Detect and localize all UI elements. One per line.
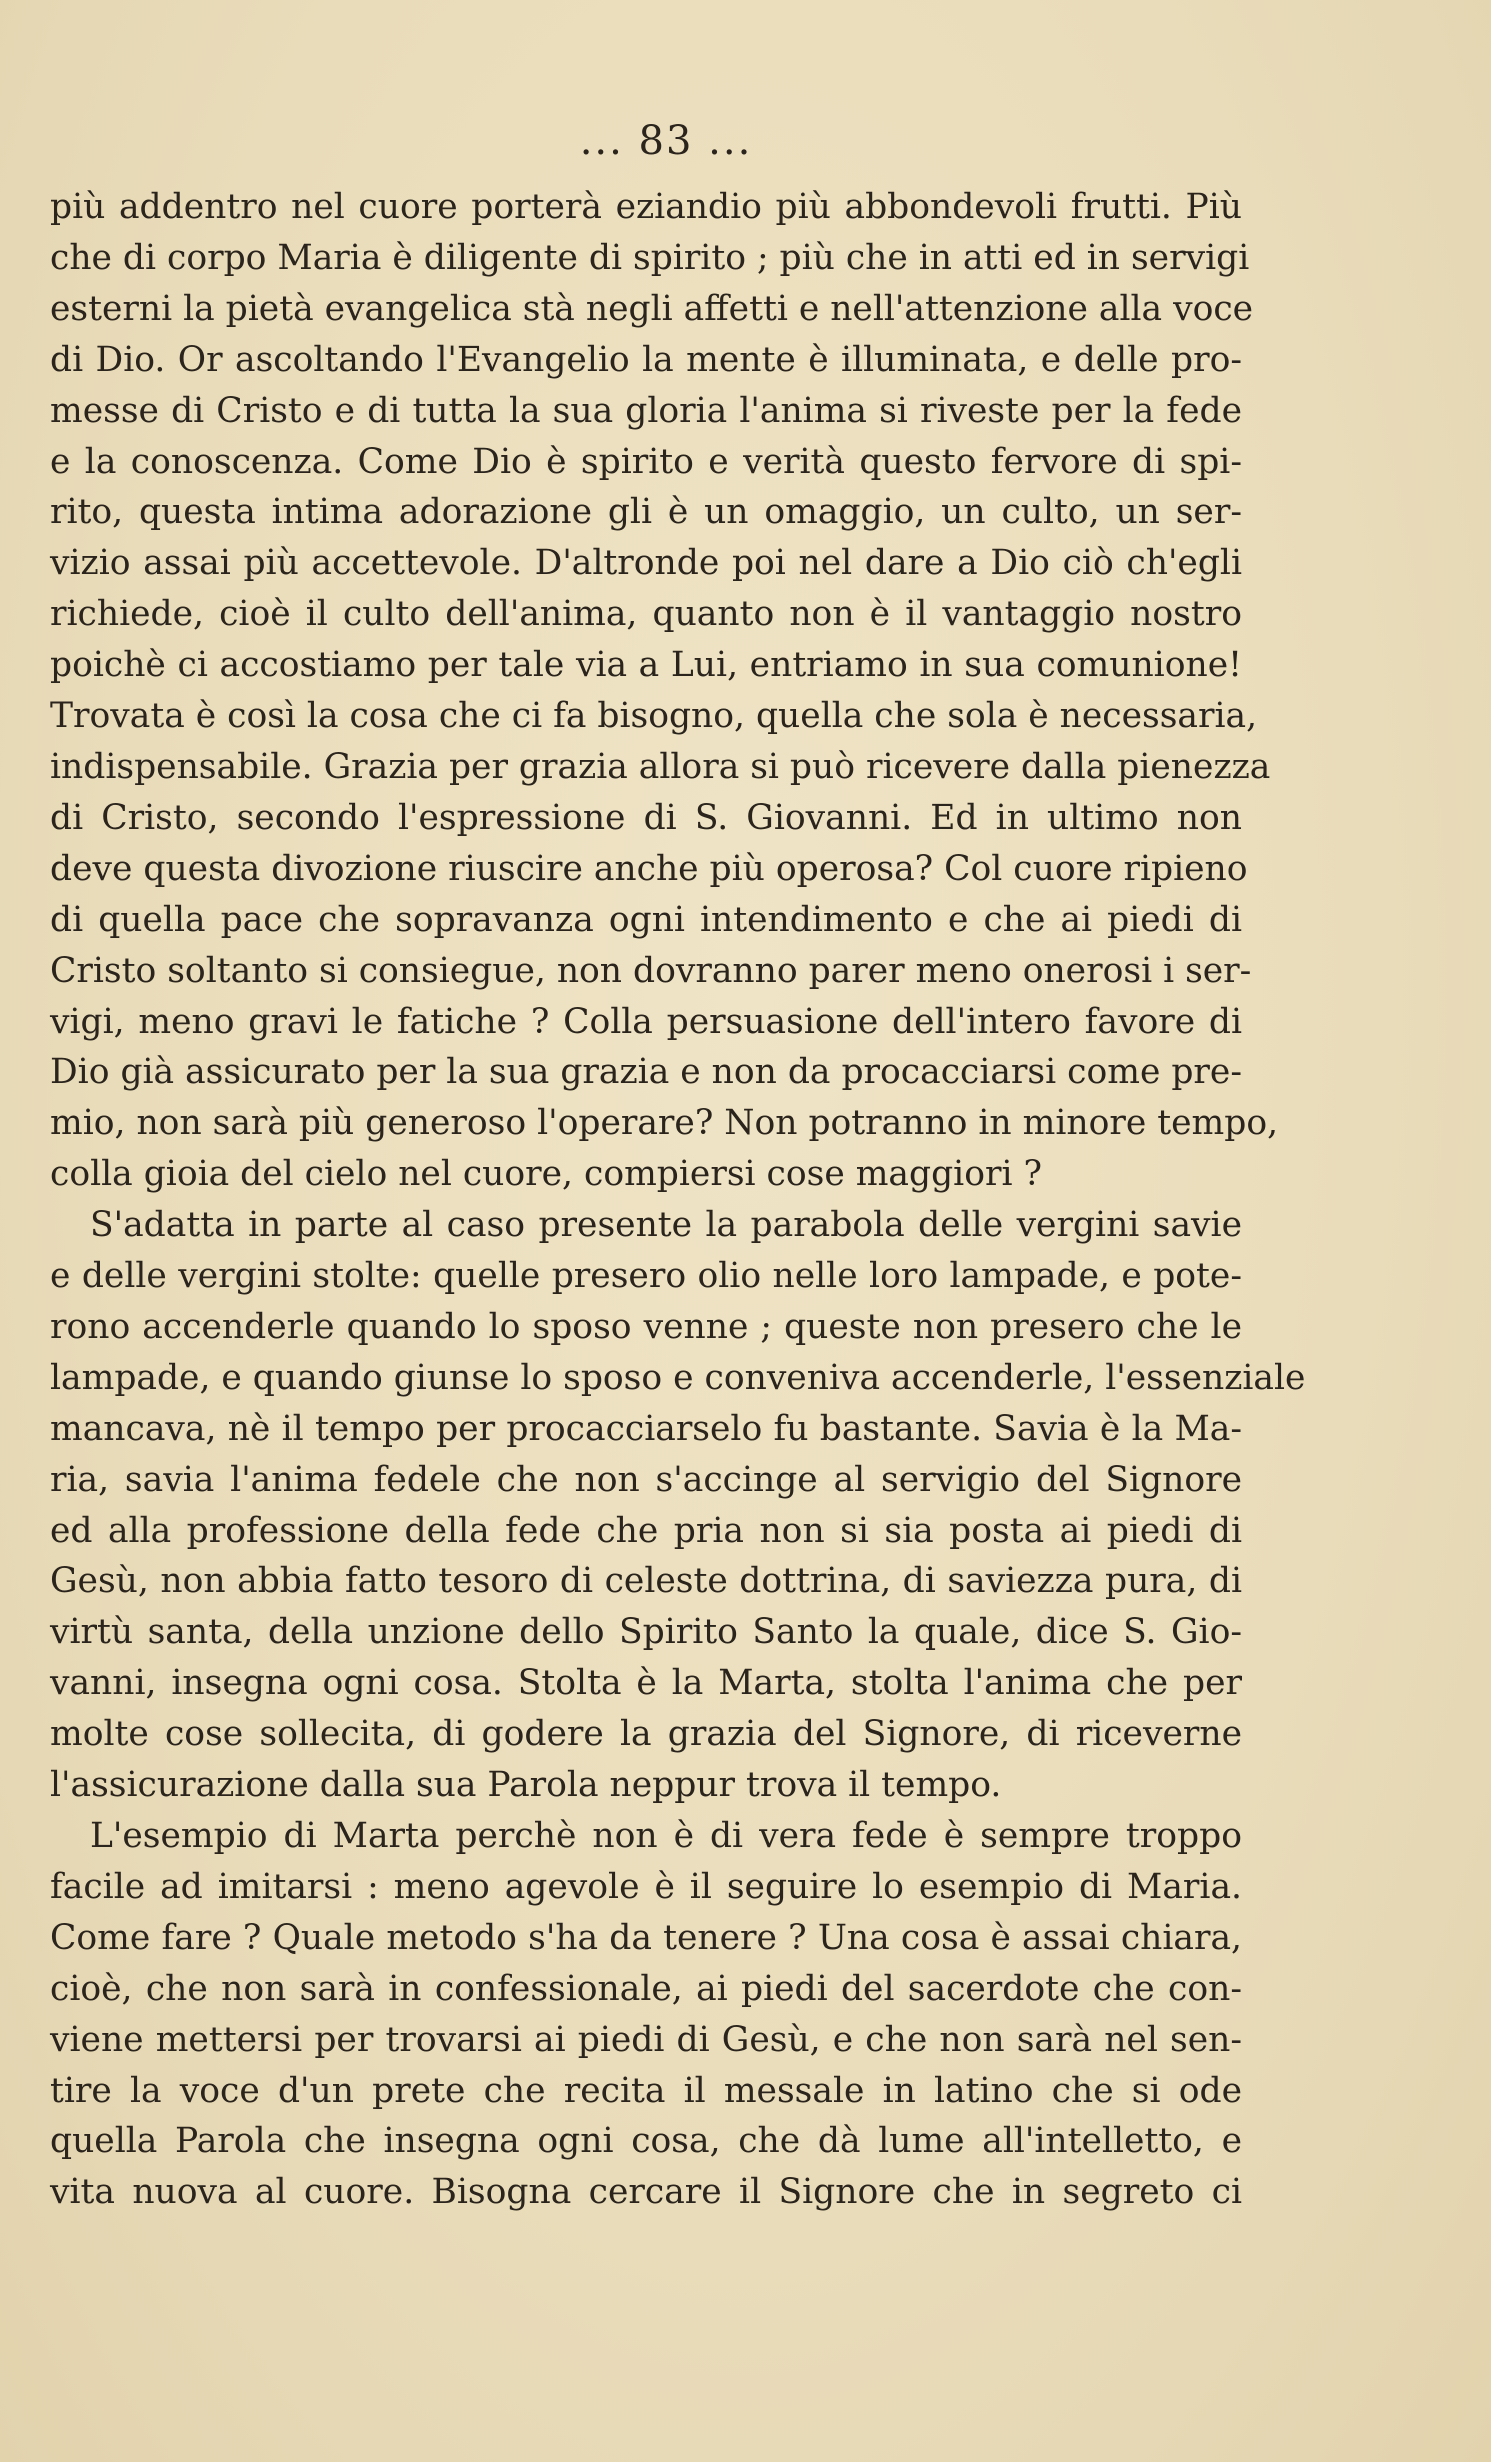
text-line: molte cose sollecita, di godere la grazia del Signore, di riceverne (50, 1714, 1242, 1755)
text-line: rono accenderle quando lo sposo venne ; queste non presero che le (50, 1306, 1242, 1347)
text-line: rito, questa intima adorazione gli è un omaggio, un culto, un ser- (50, 492, 1242, 533)
text-line: mancava, nè il tempo per procacciarselo fu bastante. Savia è la Ma- (50, 1408, 1242, 1449)
text-line: vigi, meno gravi le fatiche ? Colla persuasione dell'intero favore di (50, 1001, 1242, 1042)
text-line: e delle vergini stolte: quelle presero olio nelle loro lampade, e pote- (50, 1256, 1242, 1297)
text-line: Cristo soltanto si consiegue, non dovranno parer meno onerosi i ser- (50, 950, 1252, 991)
text-line: di Dio. Or ascoltando l'Evangelio la mente è illuminata, e delle pro- (50, 339, 1242, 380)
text-line: Trovata è così la cosa che ci fa bisogno, quella che sola è necessaria, (50, 696, 1258, 737)
text-line: poichè ci accostiamo per tale via a Lui, entriamo in sua comunione! (50, 645, 1242, 686)
text-line: di Cristo, secondo l'espressione di S. Giovanni. Ed in ultimo non (50, 797, 1242, 838)
text-line: deve questa divozione riuscire anche più operosa? Col cuore ripieno (50, 848, 1248, 889)
text-line: colla gioia del cielo nel cuore, compiersi cose maggiori ? (50, 1154, 1042, 1195)
text-line: l'assicurazione dalla sua Parola neppur trova il tempo. (50, 1765, 1002, 1806)
text-line: che di corpo Maria è diligente di spirito ; più che in atti ed in servigi (50, 237, 1250, 278)
text-line: messe di Cristo e di tutta la sua gloria l'anima si riveste per la fede (50, 390, 1242, 431)
text-line: vita nuova al cuore. Bisogna cercare il Signore che in segreto ci (50, 2172, 1242, 2213)
text-line: ria, savia l'anima fedele che non s'accinge al servigio del Signore (50, 1459, 1242, 1500)
text-line: richiede, cioè il culto dell'anima, quanto non è il vantaggio nostro (50, 594, 1242, 635)
book-page (50, 118, 1306, 2218)
text-line: più addentro nel cuore porterà eziandio più abbondevoli frutti. Più (50, 187, 1242, 227)
text-line: S'adatta in parte al caso presente la parabola delle vergini savie (90, 1205, 1242, 1246)
page-number: ... 83 ... (579, 118, 753, 164)
text-line: vizio assai più accettevole. D'altronde poi nel dare a Dio ciò ch'egli (50, 543, 1242, 584)
text-line: facile ad imitarsi : meno agevole è il seguire lo esempio di Maria. (50, 1866, 1242, 1907)
text-line: tire la voce d'un prete che recita il messale in latino che si ode (50, 2070, 1242, 2111)
text-line: di quella pace che sopravanza ogni intendimento e che ai piedi di (50, 899, 1242, 940)
text-line: Come fare ? Quale metodo s'ha da tenere ? Una cosa è assai chiara, (50, 1917, 1242, 1958)
text-line: indispensabile. Grazia per grazia allora si può ricevere dalla pienezza (50, 746, 1271, 787)
text-line: viene mettersi per trovarsi ai piedi di Gesù, e che non sarà nel sen- (50, 2019, 1242, 2060)
text-line: esterni la pietà evangelica stà negli affetti e nell'attenzione alla voce (50, 288, 1254, 329)
text-line: lampade, e quando giunse lo sposo e conveniva accenderle, l'essenziale (50, 1357, 1306, 1398)
text-line: quella Parola che insegna ogni cosa, che dà lume all'intelletto, e (50, 2121, 1242, 2162)
text-line: mio, non sarà più generoso l'operare? Non potranno in minore tempo, (50, 1103, 1279, 1144)
text-line: Dio già assicurato per la sua grazia e non da procacciarsi come pre- (50, 1052, 1242, 1093)
text-line: e la conoscenza. Come Dio è spirito e verità questo fervore di spi- (50, 441, 1242, 482)
text-line: virtù santa, della unzione dello Spirito Santo la quale, dice S. Gio- (50, 1612, 1242, 1653)
text-line: ed alla professione della fede che pria non si sia posta ai piedi di (50, 1510, 1242, 1551)
text-line: vanni, insegna ogni cosa. Stolta è la Marta, stolta l'anima che per (50, 1663, 1242, 1704)
text-line: Gesù, non abbia fatto tesoro di celeste dottrina, di saviezza pura, di (50, 1561, 1242, 1602)
text-line: cioè, che non sarà in confessionale, ai piedi del sacerdote che con- (50, 1968, 1242, 2009)
body-text (50, 182, 1306, 2218)
text-line: L'esempio di Marta perchè non è di vera fede è sempre troppo (90, 1816, 1242, 1856)
